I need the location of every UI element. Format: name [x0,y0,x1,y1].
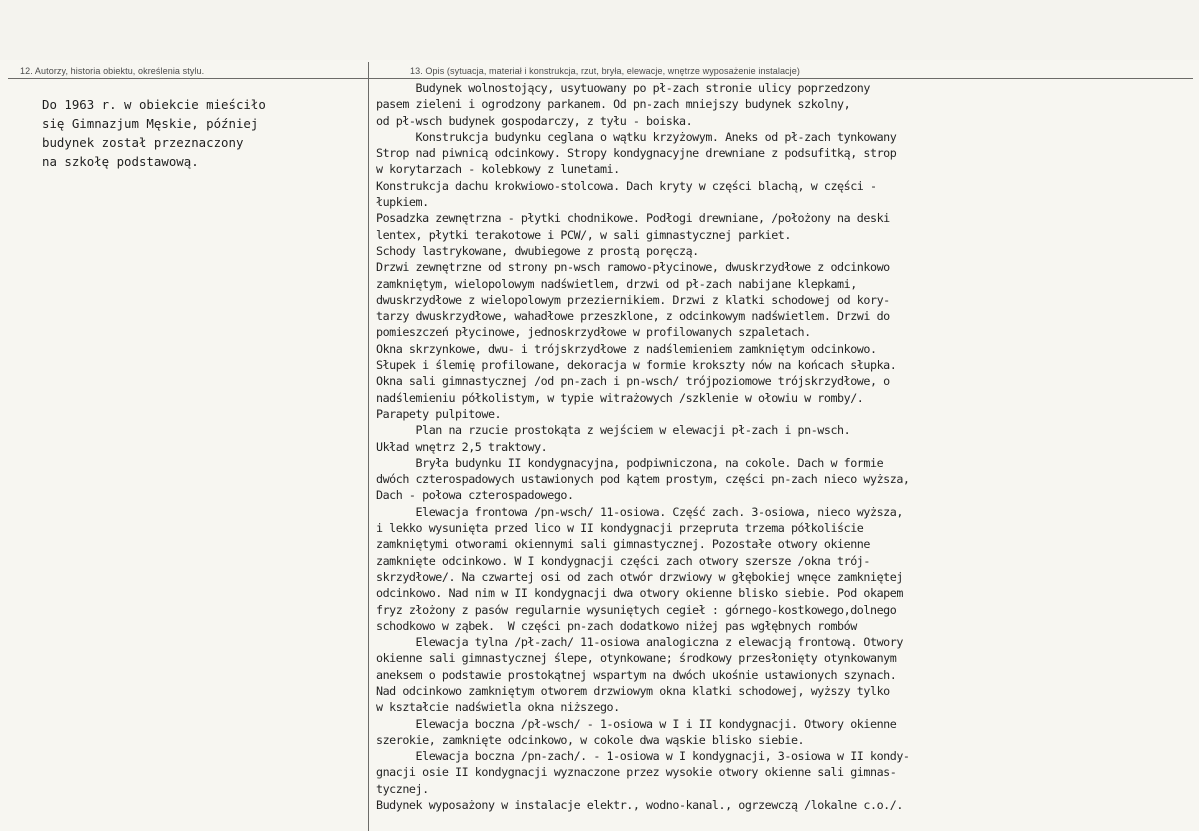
column-divider [368,62,369,831]
section-12-header: 12. Autorzy, historia obiektu, określenia stylu. [20,66,205,76]
top-margin [0,0,1199,60]
section-13-header: 13. Opis (sytuacja, materiał i konstrukcja, rzut, bryła, elewacje, wnętrze wyposażenie instalacje) [410,66,800,76]
history-text: Do 1963 r. w obiekcie mieściło się Gimnazjum Męskie, później budynek został przeznaczony na szkołę podstawową. [42,97,266,169]
description-text: Budynek wolnostojący, usytuowany po pł-zach stronie ulicy poprzedzony pasem zieleni i ogrodzony parkanem. Od pn-zach mniejszy budynek szkolny, od pł-wsch budynek gospodarczy, z tyłu - boiska. Konstrukcja budynku ceglana o wątku krzyżowym. Aneks od pł-zach tynkowany Strop nad piwnicą odcinkowy. Stropy kondygnacyjne drewniane z podsufitką, strop w korytarzach - kolebkowy z lunetami. Konstrukcja dachu krokwiowo-stolcowa. Dach kryty w części blachą, w części - łupkiem. Posadzka zewnętrzna - płytki chodnikowe. Podłogi drewniane, /położony na deski lentex, płytki terakotowe i PCW/, w sali gimnastycznej parkiet. Schody lastrykowane, dwubiegowe z prostą poręczą. Drzwi zewnętrzne od strony pn-wsch ramowo-płycinowe, dwuskrzydłowe z odcinkowo zamkniętym, wielopolowym nadświetlem, drzwi od pł-zach nabijane klepkami, dwuskrzydłowe z wielopolowym przeziernikiem. Drzwi z klatki schodowej od kory- tarzy dwuskrzydłowe, wahadłowe przeszklone, z odcinkowym nadświetlem. Drzwi do pomieszczeń płycinowe, jednoskrzydłowe w profilowanych szpaletach. Okna skrzynkowe, dwu- i trójskrzydłowe z nadślemieniem zamkniętym odcinkowo. Słupek i ślemię profilowane, dekoracja w formie krokszty nów na końcach słupka. Okna sali gimnastycznej /od pn-zach i pn-wsch/ trójpoziomowe trójskrzydłowe, o nadślemieniu półkolistym, w typie witrażowych /szklenie w ołowiu w romby/. Parapety pulpitowe. Plan na rzucie prostokąta z wejściem w elewacji pł-zach i pn-wsch. Układ wnętrz 2,5 traktowy. Bryła budynku II kondygnacyjna, podpiwniczona, na cokole. Dach w formie dwóch czterospadowych ustawionych pod kątem prostym, części pn-zach nieco wyższa, Dach - połowa czterospadowego. Elewacja frontowa /pn-wsch/ 11-osiowa. Część zach. 3-osiowa, nieco wyższa, i lekko wysunięta przed lico w II kondygnacji przepruta trzema półkoliście zamkniętymi otworami okiennymi sali gimnastycznej. Pozostałe otwory okienne zamknięte odcinkowo. W I kondygnacji części zach otwory szersze /okna trój- skrzydłowe/. Na czwartej osi od zach otwór drzwiowy w głębokiej wnęce zamkniętej odcinkowo. Nad nim w II kondygnacji dwa otwory okienne blisko siebie. Pod okapem fryz złożony z pasów regularnie wysuniętych cegieł : górnego-kostkowego,dolnego schodkowo w ząbek. W części pn-zach dodatkowo niżej pas wgłębnych rombów Elewacja tylna /pł-zach/ 11-osiowa analogiczna z elewacją frontową. Otwory okienne sali gimnastycznej ślepe, otynkowane; środkowy przesłonięty otynkowanym aneksem o podstawie prostokątnej wspartym na dwóch ukośnie ustawionych szynach. Nad odcinkowo zamkniętym otworem drzwiowym okna klatki schodowej, wyższy tylko w kształcie nadświetla okna niższego. Elewacja boczna /pł-wsch/ - 1-osiowa w I i II kondygnacji. Otwory okienne szerokie, zamknięte odcinkowo, w cokole dwa wąskie blisko siebie. Elewacja boczna /pn-zach/. - 1-osiowa w I kondygnacji, 3-osiowa w II kondy- gnacji osie II kondygnacji wyznaczone przez wysokie otwory okienne sali gimnas- tycznej. Budynek wyposażony w instalacje elektr., wodno-kanal., ogrzewczą /lokalne c.o./. [376,81,910,813]
header-divider [8,78,1193,79]
